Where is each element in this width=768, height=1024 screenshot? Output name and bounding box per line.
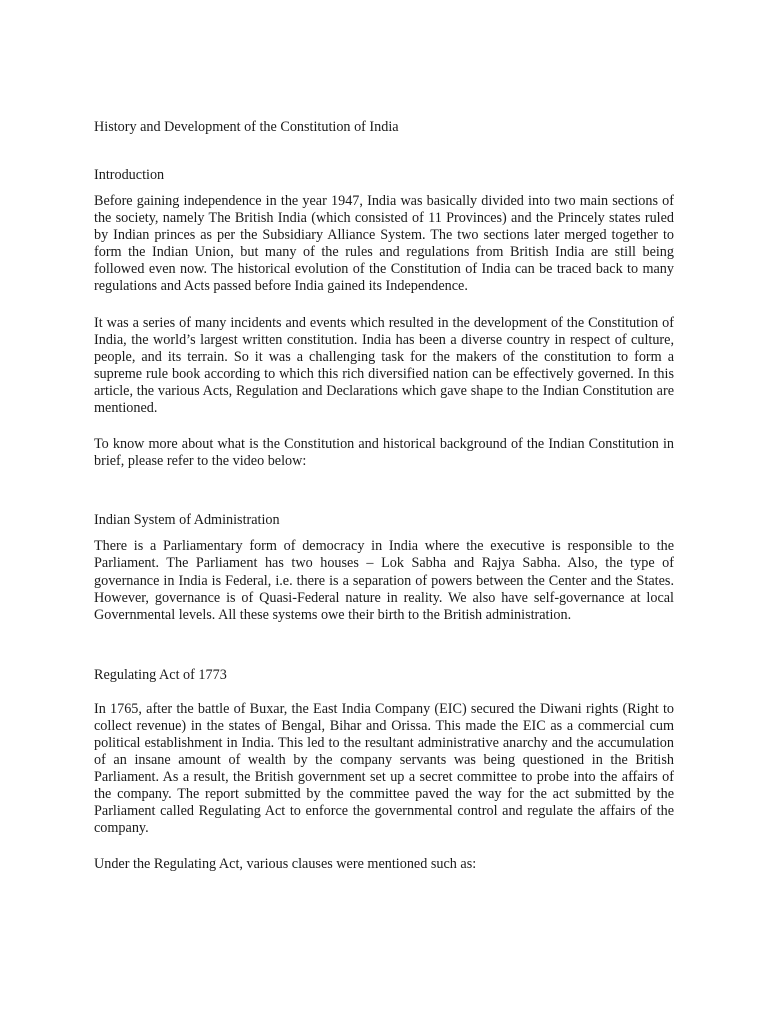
document-page	[94, 119, 674, 873]
section-heading-regulating-act: Regulating Act of 1773	[94, 666, 227, 683]
paragraph: To know more about what is the Constitution and historical background of the Indian Constitution in brief, please refer to the video below:	[94, 436, 674, 470]
paragraph: Before gaining independence in the year 1947, India was basically divided into two main sections of the society, namely The British India (which consisted of 11 Provinces) and the Princely states ruled by Indian princes as per the Subsidiary Alliance System. The two sections later merged together to form the Indian Union, but many of the rules and regulations from British India are still being followed even now. The historical evolution of the Constitution of India can be traced back to many regulations and Acts passed before India gained its Independence.	[94, 193, 674, 295]
section-heading-indian-system-of-administration: Indian System of Administration	[94, 512, 280, 529]
paragraph: There is a Parliamentary form of democracy in India where the executive is responsible to the Parliament. The Parliament has two houses – Lok Sabha and Rajya Sabha. Also, the type of governance in India is Federal, i.e. there is a separation of powers between the Center and the States. However, governance is of Quasi-Federal nature in reality. We also have self-governance at local Governmental levels. All these systems owe their birth to the British administration.	[94, 538, 674, 623]
section-heading-introduction: Introduction	[94, 167, 165, 183]
paragraph: Under the Regulating Act, various clauses were mentioned such as:	[94, 855, 477, 872]
document-title: History and Development of the Constitution of India	[94, 119, 399, 135]
paragraph: In 1765, after the battle of Buxar, the East India Company (EIC) secured the Diwani rights (Right to collect revenue) in the states of Bengal, Bihar and Orissa. This made the EIC as a commercial cum political establishment in India. This led to the resultant administrative anarchy and the accumulation of an insane amount of wealth by the company servants was being questioned in the British Parliament. As a result, the British government set up a secret committee to probe into the affairs of the company. The report submitted by the committee paved the way for the act submitted by the Parliament called Regulating Act to enforce the governmental control and regulate the affairs of the company.	[94, 700, 674, 837]
paragraph: It was a series of many incidents and events which resulted in the development of the Constitution of India, the world’s largest written constitution. India has been a diverse country in respect of culture, people, and its terrain. So it was a challenging task for the makers of the constitution to form a supreme rule book according to which this rich diversified nation can be effectively governed. In this article, the various Acts, Regulation and Declarations which gave shape to the Indian Constitution are mentioned.	[94, 314, 674, 417]
